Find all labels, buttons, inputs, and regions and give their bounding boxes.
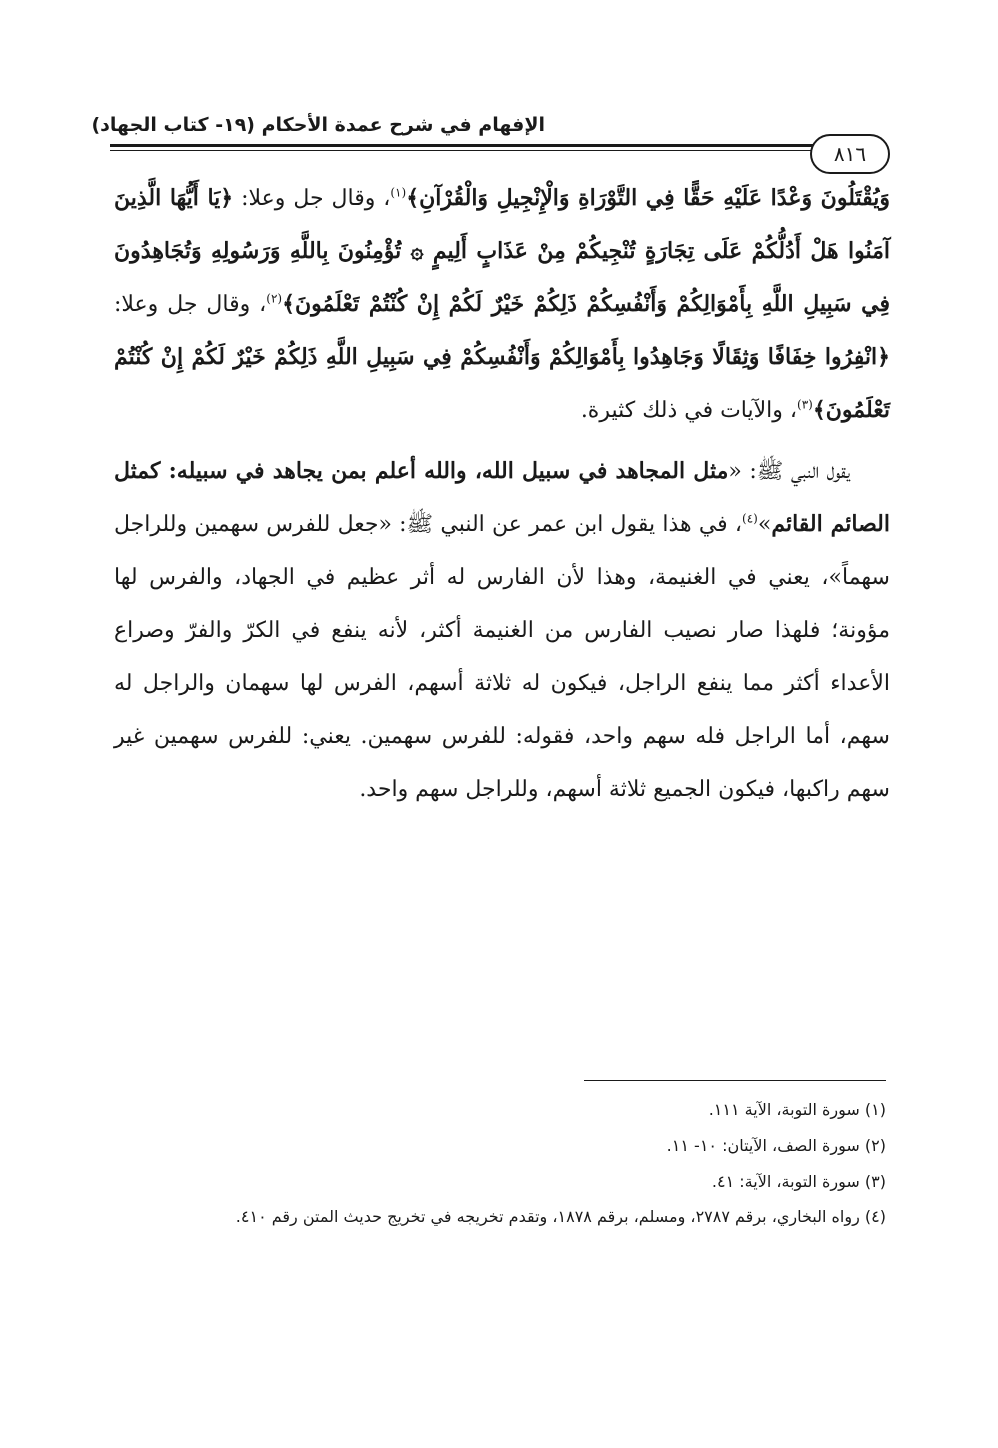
quran-verse-3: ﴿انْفِرُوا خِفَافًا وَثِقَالًا وَجَاهِدُوا بِأَمْوَالِكُمْ وَأَنْفُسِكُمْ فِي سَبِيلِ اللَّهِ ذَلِكُمْ خَيْرٌ لَكُمْ إِنْ كُنْتُمْ تَعْلَمُونَ﴾ [114,344,890,423]
footnote-ref-3[interactable]: (٣) [797,397,813,412]
footnote-2: (٢) سورة الصف، الآيتان: ١٠- ١١. [666,1136,886,1155]
text-segment: ، والآيات في ذلك كثيرة. [580,398,798,423]
text-segment: ، وقال جل وعلا: [233,186,391,211]
text-segment: ، وقال جل وعلا: [114,292,267,317]
page-number-badge [810,134,890,174]
footnote-ref-4[interactable]: (٤) [742,511,758,526]
commentary-text: ، في هذا يقول ابن عمر عن النبي ﷺ: «جعل للفرس سهمين وللراجل سهماً»، يعني في الغنيمة، وهذا لأن الفارس له أثر عظيم في الجهاد، والفرس لها مؤونة؛ فلهذا صار نصيب الفارس من الغنيمة أكثر، لأنه ينفع في الكرّ والفرّ وصراع الأعداء أكثر مما ينفع الراجل، فيكون له ثلاثة أسهم، الفرس لها سهمان والراجل له سهم، أما الراجل فله سهم واحد، فقوله: للفرس سهمين. يعني: للفرس سهمين غير سهم راكبها، فيكون الجميع ثلاثة أسهم، وللراجل سهم واحد. [114,512,890,802]
hadith-text: مثل المجاهد في سبيل الله، والله أعلم بمن يجاهد في سبيله: كمثل الصائم القائم [114,458,890,537]
main-text [114,172,890,816]
quran-verse-1: وَيُقْتَلُونَ وَعْدًا عَلَيْهِ حَقًّا فِي التَّوْرَاةِ وَالْإِنْجِيلِ وَالْقُرْآنِ﴾ [406,185,890,211]
footnote-ref-2[interactable]: (٢) [266,291,283,306]
footnote-separator [584,1080,886,1081]
page-number: ٨١٦ [833,142,867,166]
footnotes [114,1092,886,1234]
text-segment: » [757,512,772,537]
running-title: الإفهام في شرح عمدة الأحكام (١٩- كتاب الجهاد) [91,114,545,136]
footnote-ref-1[interactable]: (١) [390,185,407,200]
paragraph-hadith [114,445,890,816]
footnote-4: (٤) رواه البخاري، برقم ٢٧٨٧، ومسلم، برقم ١٨٧٨، وتقدم تخريجه في تخريج حديث المتن رقم ٤١٠. [235,1207,886,1226]
paragraph-verses [114,172,890,437]
footnote-3: (٣) سورة التوبة، الآية: ٤١. [711,1172,886,1191]
header-rule-thin [110,150,820,151]
quran-verse-2: ﴿يَا أَيُّهَا الَّذِينَ آمَنُوا هَلْ أَدُلُّكُمْ عَلَى تِجَارَةٍ تُنْجِيكُمْ مِنْ عَذَابٍ أَلِيمٍ ۞ تُؤْمِنُونَ بِاللَّهِ وَرَسُولِهِ وَتُجَاهِدُونَ فِي سَبِيلِ اللَّهِ بِأَمْوَالِكُمْ وَأَنْفُسِكُمْ ذَلِكُمْ خَيْرٌ لَكُمْ إِنْ كُنْتُمْ تَعْلَمُونَ﴾ [114,185,891,317]
text-segment: يقول النبي ﷺ: « [728,459,850,484]
header-rule-thick [110,144,820,147]
footnote-1: (١) سورة التوبة، الآية ١١١. [708,1100,886,1119]
